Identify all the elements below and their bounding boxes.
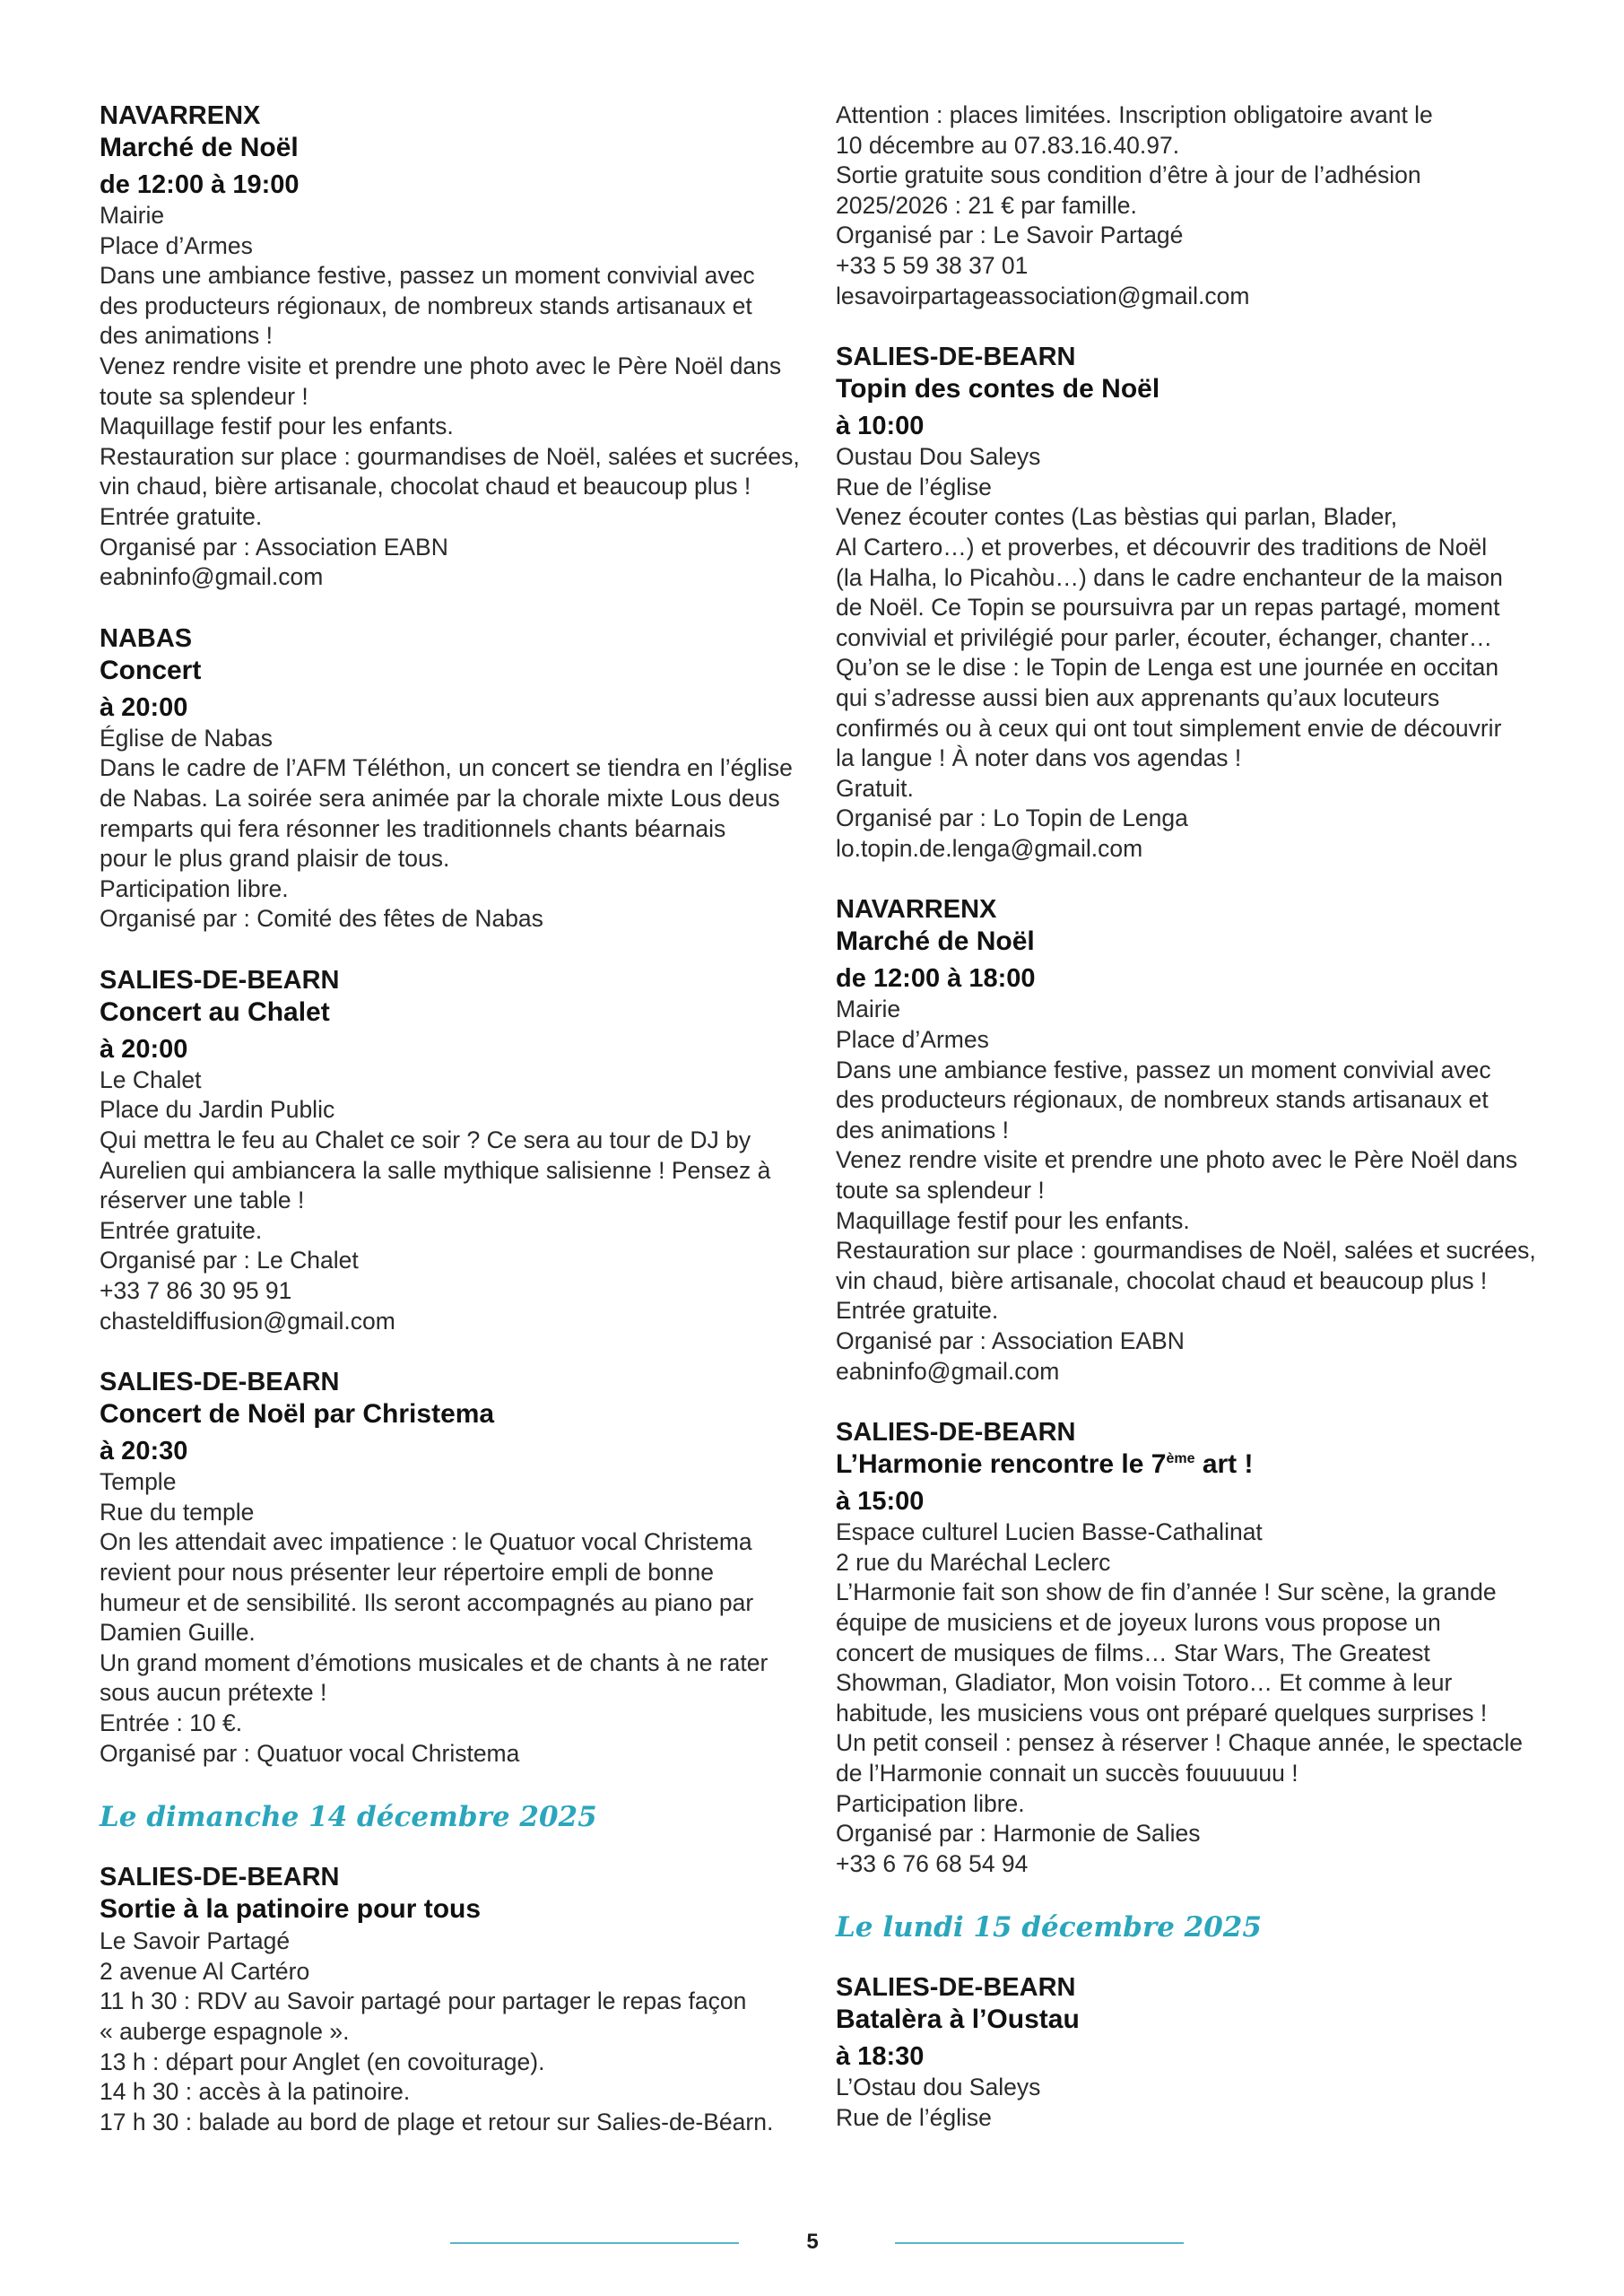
event-text-line: Venez rendre visite et prendre une photo avec le Père Noël dans	[100, 352, 782, 379]
event-title: Marché de Noël	[836, 926, 1035, 957]
event-price: Participation libre.	[100, 874, 289, 902]
event-text-line: Dans le cadre de l’AFM Téléthon, un concert se tiendra en l’église	[100, 754, 793, 782]
event-time: de 12:00 à 19:00	[100, 170, 300, 199]
event-text-line: (la Halha, lo Picahòu…) dans le cadre enchanteur de la maison	[836, 563, 1503, 591]
event-title: Batalèra à l’Oustau	[836, 2005, 1080, 2035]
event-title	[836, 1448, 1546, 1482]
event-salies-concert-christema	[100, 1367, 810, 1769]
event-text-line: Qui mettra le feu au Chalet ce soir ? Ce sera au tour de DJ by	[100, 1126, 751, 1154]
event-organizer: Organisé par : Le Chalet	[100, 1247, 359, 1274]
event-address: Place d’Armes	[100, 231, 253, 259]
event-text-line: revient pour nous présenter leur répertoire empli de bonne	[100, 1559, 714, 1586]
event-text-line: de Nabas. La soirée sera animée par la chorale mixte Lous deus	[100, 784, 780, 812]
event-price: Entrée gratuite.	[100, 502, 263, 530]
event-time: de 12:00 à 18:00	[836, 964, 1036, 994]
event-title-main: L’Harmonie rencontre le 7	[836, 1449, 1167, 1480]
event-email: lo.topin.de.lenga@gmail.com	[836, 834, 1143, 862]
page-footer	[0, 2230, 1624, 2257]
event-address: 2 rue du Maréchal Leclerc	[836, 1548, 1111, 1576]
event-text-line: toute sa splendeur !	[100, 382, 308, 410]
event-text-line: Venez écouter contes (Las bèstias qui parlan, Blader,	[836, 503, 1398, 531]
event-text-line: concert de musiques de films… Star Wars, The Greatest	[836, 1639, 1430, 1666]
event-city: SALIES-DE-BEARN	[100, 965, 340, 995]
event-text-line: Restauration sur place : gourmandises de Noël, salées et sucrées,	[100, 442, 800, 470]
event-text-line: habitude, les musiciens vous ont préparé quelques surprises !	[836, 1699, 1488, 1726]
event-text-line: Aurelien qui ambiancera la salle mythique salisienne ! Pensez à	[100, 1156, 771, 1184]
event-venue: Espace culturel Lucien Basse-Cathalinat	[836, 1518, 1263, 1546]
event-city: SALIES-DE-BEARN	[836, 1973, 1076, 2003]
event-text-line: réserver une table !	[100, 1187, 305, 1214]
event-patinoire-continued	[836, 100, 1546, 311]
event-text-line: 13 h : départ pour Anglet (en covoiturage).	[100, 2048, 545, 2075]
event-price: Entrée : 10 €.	[100, 1709, 243, 1736]
event-venue: Oustau Dou Saleys	[836, 443, 1041, 471]
event-text-line: de l’Harmonie connait un succès fouuuuuu !	[836, 1759, 1298, 1787]
event-text-line: 14 h 30 : accès à la patinoire.	[100, 2078, 411, 2106]
event-address: Place du Jardin Public	[100, 1096, 335, 1124]
event-text-line: pour le plus grand plaisir de tous.	[100, 845, 450, 873]
event-time: à 20:30	[100, 1437, 188, 1466]
event-venue: Le Chalet	[100, 1065, 202, 1093]
event-city: NAVARRENX	[836, 895, 997, 925]
event-text-line: 17 h 30 : balade au bord de plage et retour sur Salies-de-Béarn.	[100, 2108, 774, 2135]
event-title: Concert	[100, 655, 202, 685]
event-email: eabninfo@gmail.com	[836, 1357, 1060, 1385]
event-text-line: Damien Guille.	[100, 1619, 256, 1647]
event-text-line: la langue ! À noter dans vos agendas !	[836, 744, 1242, 772]
event-text-line: équipe de musiciens et de joyeux lurons vous propose un	[836, 1608, 1441, 1636]
event-price: Entrée gratuite.	[836, 1297, 999, 1325]
event-text-line: des animations !	[100, 322, 273, 350]
event-text-line: On les attendait avec impatience : le Quatuor vocal Christema	[100, 1528, 752, 1556]
event-salies-concert-chalet	[100, 965, 810, 1336]
event-organizer: Organisé par : Comité des fêtes de Nabas	[100, 905, 543, 933]
event-title: Concert de Noël par Christema	[100, 1399, 495, 1430]
event-phone: +33 6 76 68 54 94	[836, 1849, 1029, 1877]
event-text-line: 2025/2026 : 21 € par famille.	[836, 191, 1137, 219]
left-column	[100, 100, 810, 2168]
event-text-line: L’Harmonie fait son show de fin d’année ! Sur scène, la grande	[836, 1578, 1497, 1606]
event-text-line: Qu’on se le dise : le Topin de Lenga est une journée en occitan	[836, 654, 1499, 682]
event-price: Entrée gratuite.	[100, 1216, 263, 1244]
event-city: SALIES-DE-BEARN	[100, 1863, 340, 1892]
event-salies-harmonie	[836, 1417, 1546, 1879]
event-text-line: convivial et privilégié pour parler, écouter, échanger, chanter…	[836, 623, 1493, 651]
event-phone: +33 5 59 38 37 01	[836, 251, 1029, 279]
date-heading: Le dimanche 14 décembre 2025	[100, 1801, 597, 1834]
event-navarrenx-marche-2	[836, 894, 1546, 1387]
event-organizer: Organisé par : Le Savoir Partagé	[836, 222, 1184, 249]
event-text-line: de Noël. Ce Topin se poursuivra par un repas partagé, moment	[836, 594, 1500, 622]
footer-rule-left	[450, 2242, 739, 2244]
event-text-line: 11 h 30 : RDV au Savoir partagé pour partager le repas façon	[100, 1987, 747, 2015]
event-venue: Mairie	[836, 996, 901, 1023]
event-text-line: Dans une ambiance festive, passez un moment convivial avec	[100, 262, 755, 290]
event-title: Sortie à la patinoire pour tous	[100, 1894, 482, 1925]
event-nabas-concert	[100, 623, 810, 935]
event-text-line: qui s’adresse aussi bien aux apprenants qu’aux locuteurs	[836, 683, 1440, 711]
event-salies-topin	[836, 342, 1546, 864]
event-price: Gratuit.	[836, 774, 914, 802]
event-venue: Le Savoir Partagé	[100, 1927, 291, 1955]
event-text-line: des producteurs régionaux, de nombreux stands artisanaux et	[100, 291, 752, 319]
event-text-line: Sortie gratuite sous condition d’être à jour de l’adhésion	[836, 161, 1421, 189]
event-text-line: 10 décembre au 07.83.16.40.97.	[836, 131, 1180, 159]
event-organizer: Organisé par : Association EABN	[100, 533, 448, 561]
event-address: Place d’Armes	[836, 1026, 989, 1054]
event-city: SALIES-DE-BEARN	[836, 1418, 1076, 1448]
event-venue: Temple	[100, 1468, 177, 1496]
event-title: Topin des contes de Noël	[836, 374, 1160, 404]
event-text-line: Un petit conseil : pensez à réserver ! Chaque année, le spectacle	[836, 1729, 1524, 1757]
event-email: chasteldiffusion@gmail.com	[100, 1307, 395, 1335]
event-text-line: Maquillage festif pour les enfants.	[836, 1206, 1190, 1234]
event-text-line: des producteurs régionaux, de nombreux stands artisanaux et	[836, 1086, 1489, 1114]
event-text-line: des animations !	[836, 1116, 1009, 1144]
event-text-line: Attention : places limitées. Inscription obligatoire avant le	[836, 101, 1433, 128]
event-email: lesavoirpartageassociation@gmail.com	[836, 282, 1250, 309]
event-organizer: Organisé par : Quatuor vocal Christema	[100, 1739, 520, 1767]
event-city: SALIES-DE-BEARN	[100, 1368, 340, 1397]
event-text-line: confirmés ou à ceux qui ont tout simplement envie de découvrir	[836, 714, 1502, 742]
event-title: Marché de Noël	[100, 133, 299, 162]
event-address: 2 avenue Al Cartéro	[100, 1957, 310, 1985]
event-text-line: sous aucun prétexte !	[100, 1679, 327, 1707]
event-time: à 20:00	[100, 692, 188, 722]
event-email: eabninfo@gmail.com	[100, 563, 324, 591]
event-organizer: Organisé par : Association EABN	[836, 1327, 1185, 1354]
event-salies-batalera	[836, 1972, 1546, 2133]
event-address: Rue du temple	[100, 1498, 255, 1526]
event-city: NAVARRENX	[100, 101, 261, 130]
event-venue: Église de Nabas	[100, 724, 273, 752]
event-city: SALIES-DE-BEARN	[836, 343, 1076, 372]
date-heading: Le lundi 15 décembre 2025	[836, 1911, 1262, 1944]
event-text-line: remparts qui fera résonner les traditionnels chants béarnais	[100, 814, 726, 842]
event-text-line: Restauration sur place : gourmandises de Noël, salées et sucrées,	[836, 1237, 1536, 1265]
event-text-line: toute sa splendeur !	[836, 1177, 1045, 1205]
footer-rule-right	[895, 2242, 1184, 2244]
event-price: Participation libre.	[836, 1789, 1025, 1817]
event-city: NABAS	[100, 623, 193, 653]
event-title-superscript: ème	[1166, 1451, 1195, 1467]
event-phone: +33 7 86 30 95 91	[100, 1277, 292, 1305]
event-text-line: Venez rendre visite et prendre une photo avec le Père Noël dans	[836, 1146, 1518, 1174]
right-column	[836, 100, 1546, 2164]
event-time: à 15:00	[836, 1487, 925, 1517]
event-text-line: humeur et de sensibilité. Ils seront accompagnés au piano par	[100, 1588, 754, 1616]
event-text-line: vin chaud, bière artisanale, chocolat chaud et beaucoup plus !	[100, 473, 751, 500]
event-navarrenx-marche-1	[100, 100, 810, 593]
event-organizer: Organisé par : Harmonie de Salies	[836, 1820, 1201, 1848]
event-venue: Mairie	[100, 202, 165, 229]
event-time: à 18:30	[836, 2042, 925, 2072]
event-text-line: « auberge espagnole ».	[100, 2017, 350, 2045]
event-text-line: vin chaud, bière artisanale, chocolat chaud et beaucoup plus !	[836, 1266, 1488, 1294]
event-time: à 20:00	[100, 1034, 188, 1064]
event-text-line: Al Cartero…) et proverbes, et découvrir des traditions de Noël	[836, 533, 1488, 561]
event-time: à 10:00	[836, 412, 925, 441]
event-address: Rue de l’église	[836, 473, 992, 500]
event-title-end: art !	[1194, 1449, 1254, 1480]
event-text-line: Dans une ambiance festive, passez un moment convivial avec	[836, 1056, 1491, 1083]
event-text-line: Showman, Gladiator, Mon voisin Totoro… Et comme à leur	[836, 1669, 1453, 1697]
event-organizer: Organisé par : Lo Topin de Lenga	[836, 804, 1188, 832]
event-text-line: Maquillage festif pour les enfants.	[100, 413, 454, 440]
event-address: Rue de l’église	[836, 2103, 992, 2131]
event-venue: L’Ostau dou Saleys	[836, 2074, 1041, 2101]
page-number: 5	[806, 2230, 819, 2254]
event-salies-patinoire	[100, 1862, 810, 2137]
event-text-line: Un grand moment d’émotions musicales et de chants à ne rater	[100, 1648, 769, 1676]
event-title: Concert au Chalet	[100, 996, 330, 1027]
